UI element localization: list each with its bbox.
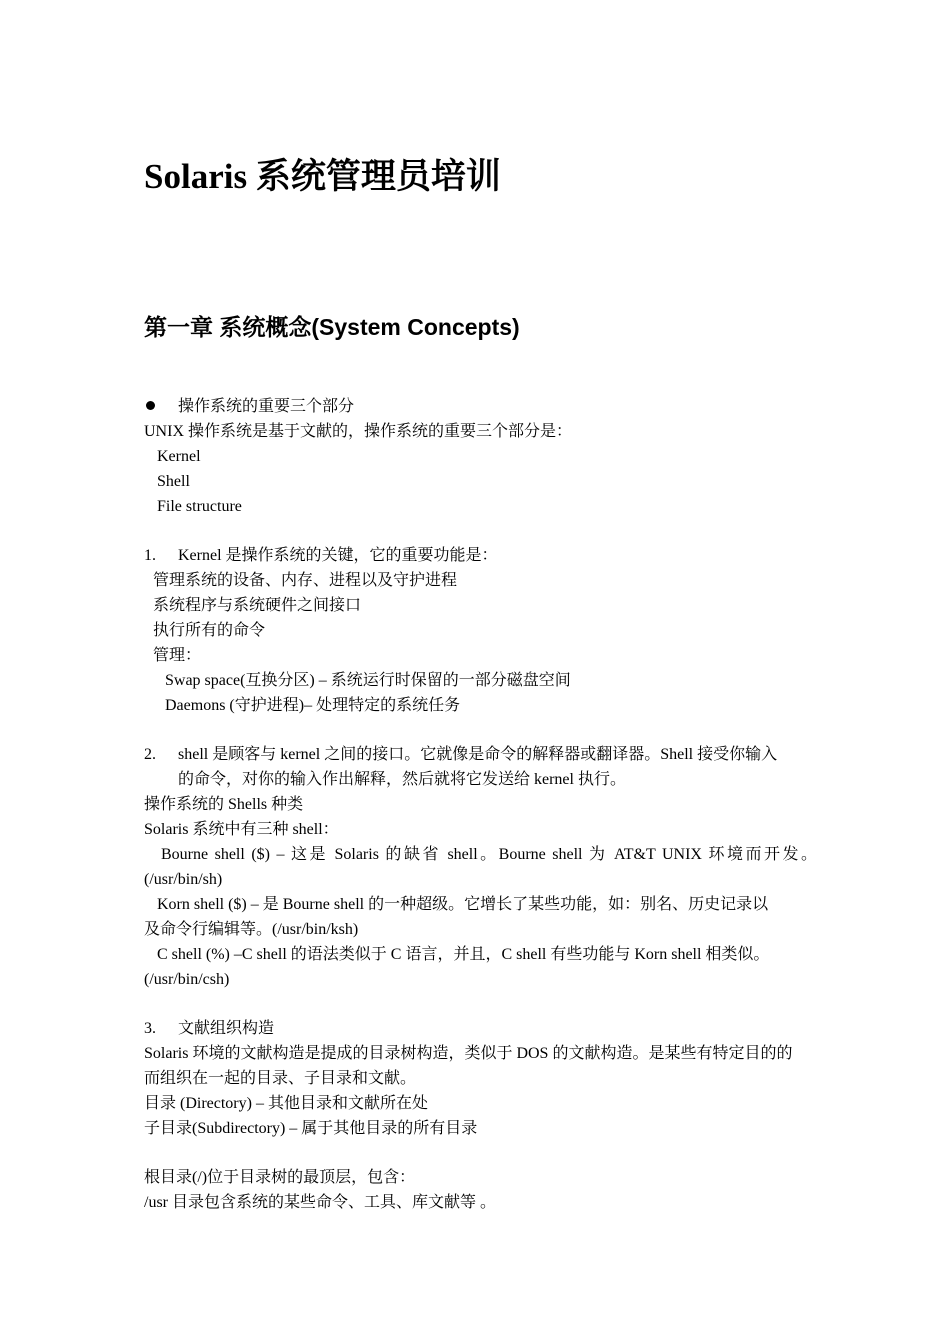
section-3-heading bbox=[144, 1016, 274, 1041]
korn-shell-line-2: 及命令行编辑等。(/usr/bin/ksh) bbox=[144, 921, 359, 938]
three-shells-line: Solaris 系统中有三种 shell： bbox=[144, 821, 339, 838]
file-structure-paragraph-2: 而组织在一起的目录、子目录和文献。 bbox=[144, 1070, 417, 1087]
daemons-line: Daemons (守护进程)– 处理特定的系统任务 bbox=[165, 697, 461, 714]
usr-directory-line: /usr 目录包含系统的某些命令、工具、库文献等 。 bbox=[144, 1194, 497, 1211]
intro-paragraph: UNIX 操作系统是基于文献的，操作系统的重要三个部分是： bbox=[144, 423, 572, 440]
section-1-heading bbox=[144, 543, 498, 568]
file-structure-paragraph-1: Solaris 环境的文献构造是提成的目录树构造，类似于 DOS 的文献构造。是某些有特定目的的 bbox=[144, 1045, 793, 1062]
component-file-structure: File structure bbox=[157, 498, 242, 515]
bullet-heading bbox=[144, 394, 354, 419]
component-kernel: Kernel bbox=[157, 448, 201, 465]
subdirectory-definition: 子目录(Subdirectory) – 属于其他目录的所有目录 bbox=[144, 1120, 478, 1137]
shell-kinds-heading: 操作系统的 Shells 种类 bbox=[144, 796, 304, 813]
c-shell-path: (/usr/bin/csh) bbox=[144, 971, 230, 988]
section-2-line-1: shell 是顾客与 kernel 之间的接口。它就像是命令的解释器或翻译器。Shell 接受你输入 bbox=[178, 746, 778, 763]
kernel-function-4: 管理： bbox=[153, 647, 202, 664]
component-shell: Shell bbox=[157, 473, 190, 490]
root-directory-line: 根目录(/)位于目录树的最顶层，包含： bbox=[144, 1169, 416, 1186]
section-number: 3. bbox=[144, 1020, 156, 1037]
section-1-heading-text: Kernel 是操作系统的关键，它的重要功能是： bbox=[178, 547, 498, 564]
kernel-function-2: 系统程序与系统硬件之间接口 bbox=[153, 597, 362, 614]
chapter-heading: 第一章 系统概念(System Concepts) bbox=[144, 314, 520, 340]
section-3-heading-text: 文献组织构造 bbox=[178, 1020, 275, 1037]
kernel-function-1: 管理系统的设备、内存、进程以及守护进程 bbox=[153, 572, 458, 589]
bourne-shell-line: Bourne shell ($) – 这是 Solaris 的缺省 shell。Bourne shell 为 AT&T UNIX 环境而开发。 bbox=[161, 846, 817, 863]
bullet-heading-text: 操作系统的重要三个部分 bbox=[178, 398, 355, 415]
document-title: Solaris 系统管理员培训 bbox=[144, 157, 501, 196]
directory-definition: 目录 (Directory) – 其他目录和文献所在处 bbox=[144, 1095, 428, 1112]
kernel-function-3: 执行所有的命令 bbox=[153, 622, 266, 639]
korn-shell-line: Korn shell ($) – 是 Bourne shell 的一种超级。它增长了某些功能，如：别名、历史记录以 bbox=[157, 896, 769, 913]
bullet-dot-icon bbox=[146, 401, 155, 410]
swap-space-line: Swap space(互换分区) – 系统运行时保留的一部分磁盘空间 bbox=[165, 672, 571, 689]
bourne-shell-path: (/usr/bin/sh) bbox=[144, 871, 223, 888]
section-2-heading bbox=[144, 742, 777, 767]
section-number: 1. bbox=[144, 547, 156, 564]
c-shell-line: C shell (%) –C shell 的语法类似于 C 语言，并且，C shell 有些功能与 Korn shell 相类似。 bbox=[157, 946, 770, 963]
section-number: 2. bbox=[144, 746, 156, 763]
section-2-line-2: 的命令，对你的输入作出解释，然后就将它发送给 kernel 执行。 bbox=[178, 771, 626, 788]
